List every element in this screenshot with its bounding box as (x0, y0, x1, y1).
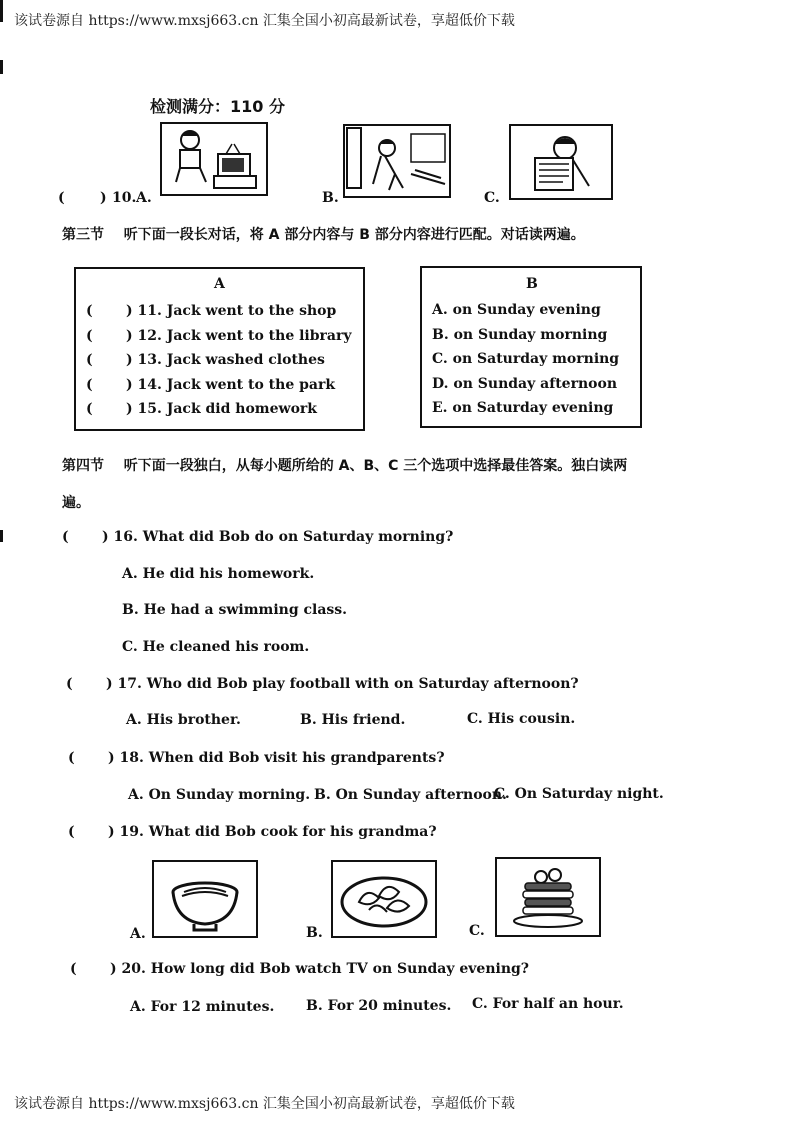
q10-label-b: B. (322, 190, 339, 206)
match-option-b: B. on Sunday morning (432, 327, 608, 343)
answer-blank[interactable]: ( (86, 328, 93, 344)
score-line: 检测满分：110 分 (150, 97, 285, 116)
match-option-e: E. on Saturday evening (432, 400, 614, 416)
scan-edge-mark (0, 530, 3, 542)
match-item-12: ( ) 12. Jack went to the library (86, 328, 352, 344)
section3-title: 第三节 (62, 227, 104, 243)
match-option-c: C. on Saturday morning (432, 351, 620, 367)
q19-label-c: C. (469, 923, 485, 939)
answer-blank[interactable]: ( (86, 377, 93, 393)
section4-instruction-line2: 遍。 (62, 495, 90, 511)
q19-picture-a-noodles (152, 860, 258, 938)
q10-label-a: A. (136, 190, 152, 206)
match-item-15: ( ) 15. Jack did homework (86, 401, 317, 417)
answer-blank[interactable]: ( (66, 676, 73, 692)
q17-option-a: A. His brother. (126, 712, 241, 728)
match-option-a: A. on Sunday evening (432, 302, 601, 318)
q19-picture-c-pancakes (495, 857, 601, 937)
box-b-header: B (526, 276, 538, 292)
question-18: ( ) 18. When did Bob visit his grandparents? (68, 750, 445, 766)
answer-blank[interactable]: ( (86, 352, 93, 368)
q16-option-a: A. He did his homework. (122, 566, 315, 582)
q10-label-c: C. (484, 190, 500, 206)
section3-instruction: 听下面一段长对话，将 A 部分内容与 B 部分内容进行匹配。对话读两遍。 (123, 227, 585, 243)
q10-picture-a-watching-tv (160, 122, 268, 196)
q10-picture-c-reading-newspaper (509, 124, 613, 200)
box-a-header: A (214, 276, 225, 292)
match-option-d: D. on Sunday afternoon (432, 376, 617, 392)
question-17: ( ) 17. Who did Bob play football with on Saturday afternoon? (66, 676, 579, 692)
q19-picture-b-dumplings (331, 860, 437, 938)
q17-option-b: B. His friend. (300, 712, 406, 728)
q16-option-c: C. He cleaned his room. (122, 639, 310, 655)
question-19: ( ) 19. What did Bob cook for his grandma? (68, 824, 437, 840)
answer-blank[interactable]: ( (62, 529, 69, 545)
q20-option-b: B. For 20 minutes. (306, 998, 452, 1014)
q17-option-c: C. His cousin. (467, 711, 576, 727)
q19-label-a: A. (130, 926, 146, 942)
answer-blank[interactable]: ( (68, 750, 75, 766)
question-20: ( ) 20. How long did Bob watch TV on Sunday evening? (70, 961, 529, 977)
q16-option-b: B. He had a swimming class. (122, 602, 348, 618)
q10-number: 10. (112, 190, 137, 206)
answer-blank[interactable]: ( (70, 961, 77, 977)
answer-blank[interactable]: ( (86, 303, 93, 319)
scan-edge-mark (0, 0, 3, 22)
q18-option-a: A. On Sunday morning. (128, 787, 311, 803)
header-source-line: 该试卷源自 https://www.mxsj663.cn 汇集全国小初高最新试卷，享超低价下载 (14, 13, 515, 29)
footer-source-line: 该试卷源自 https://www.mxsj663.cn 汇集全国小初高最新试卷，享超低价下载 (14, 1096, 515, 1112)
section4-instruction-line1: 听下面一段独白，从每小题所给的 A、B、C 三个选项中选择最佳答案。独白读两 (123, 458, 628, 474)
q10-picture-b-sweeping-floor (343, 124, 451, 198)
match-item-11: ( ) 11. Jack went to the shop (86, 303, 337, 319)
scan-edge-mark (0, 60, 3, 74)
q20-option-a: A. For 12 minutes. (130, 999, 275, 1015)
answer-blank[interactable]: ( (68, 824, 75, 840)
q10-paren-open: ( (58, 190, 65, 206)
q19-label-b: B. (306, 925, 323, 941)
q18-option-c: C. On Saturday night. (494, 786, 664, 802)
q20-option-c: C. For half an hour. (472, 996, 624, 1012)
answer-blank[interactable]: ( (86, 401, 93, 417)
match-item-13: ( ) 13. Jack washed clothes (86, 352, 325, 368)
section4-title: 第四节 (62, 458, 104, 474)
q10-paren-close: ) (100, 190, 107, 206)
q18-option-b: B. On Sunday afternoon. (314, 787, 507, 803)
question-16: ( ) 16. What did Bob do on Saturday morning? (62, 529, 454, 545)
match-item-14: ( ) 14. Jack went to the park (86, 377, 336, 393)
